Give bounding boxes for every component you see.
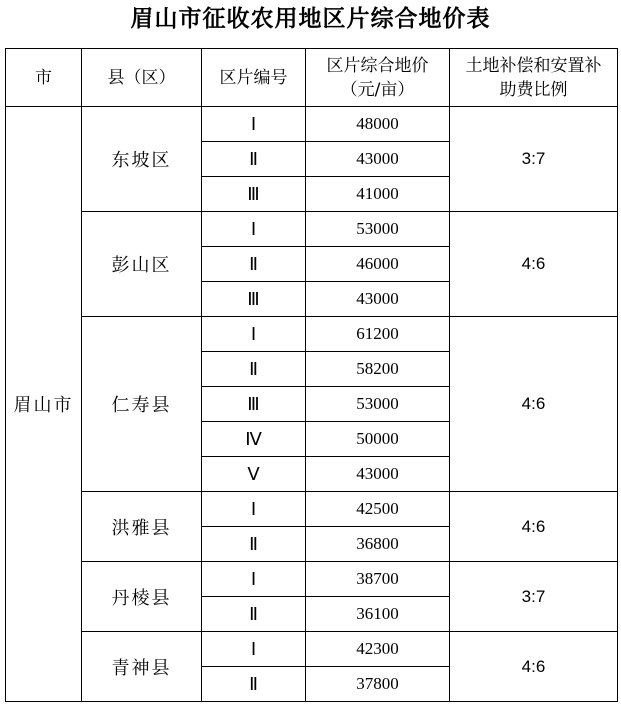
table-row	[6, 212, 618, 247]
zone-code-cell: Ⅰ	[202, 492, 306, 527]
ratio-cell: 4:6	[450, 317, 618, 492]
header-county: 县（区）	[82, 49, 202, 107]
table-row	[6, 632, 618, 667]
price-cell: 37800	[306, 667, 450, 702]
price-cell: 38700	[306, 562, 450, 597]
ratio-cell: 4:6	[450, 212, 618, 317]
county-cell: 彭山区	[82, 212, 202, 317]
ratio-cell: 4:6	[450, 492, 618, 562]
ratio-cell: 3:7	[450, 107, 618, 212]
land-price-table	[5, 48, 618, 702]
header-price	[306, 49, 450, 107]
price-cell: 46000	[306, 247, 450, 282]
table-body	[6, 107, 618, 702]
county-cell: 仁寿县	[82, 317, 202, 492]
price-cell: 43000	[306, 142, 450, 177]
zone-code-cell: Ⅰ	[202, 107, 306, 142]
header-ratio	[450, 49, 618, 107]
zone-code-cell: Ⅲ	[202, 282, 306, 317]
price-cell: 41000	[306, 177, 450, 212]
zone-code-cell: Ⅱ	[202, 142, 306, 177]
price-cell: 53000	[306, 387, 450, 422]
zone-code-cell: Ⅳ	[202, 422, 306, 457]
county-cell: 洪雅县	[82, 492, 202, 562]
header-city: 市	[6, 49, 82, 107]
zone-code-cell: Ⅱ	[202, 247, 306, 282]
table-row	[6, 562, 618, 597]
zone-code-cell: Ⅴ	[202, 457, 306, 492]
table-row	[6, 492, 618, 527]
price-cell: 36800	[306, 527, 450, 562]
price-cell: 36100	[306, 597, 450, 632]
price-cell: 53000	[306, 212, 450, 247]
ratio-cell: 4:6	[450, 632, 618, 702]
price-cell: 58200	[306, 352, 450, 387]
price-cell: 43000	[306, 282, 450, 317]
zone-code-cell: Ⅱ	[202, 597, 306, 632]
table-row	[6, 317, 618, 352]
zone-code-cell: Ⅰ	[202, 632, 306, 667]
table-row	[6, 107, 618, 142]
zone-code-cell: Ⅱ	[202, 667, 306, 702]
zone-code-cell: Ⅰ	[202, 212, 306, 247]
header-price-line1: 区片综合地价	[326, 55, 429, 76]
zone-code-cell: Ⅰ	[202, 317, 306, 352]
price-cell: 61200	[306, 317, 450, 352]
price-cell: 50000	[306, 422, 450, 457]
header-price-line2: （元/亩）	[340, 79, 415, 100]
header-ratio-line1: 土地补偿和安置补	[465, 55, 602, 76]
zone-code-cell: Ⅰ	[202, 562, 306, 597]
ratio-cell: 3:7	[450, 562, 618, 632]
zone-code-cell: Ⅱ	[202, 527, 306, 562]
page-title: 眉山市征收农用地区片综合地价表	[130, 5, 491, 32]
header-ratio-line2: 助费比例	[499, 79, 568, 100]
header-row	[6, 49, 618, 107]
city-cell: 眉山市	[6, 107, 82, 702]
price-cell: 48000	[306, 107, 450, 142]
zone-code-cell: Ⅲ	[202, 387, 306, 422]
zone-code-cell: Ⅲ	[202, 177, 306, 212]
header-zone: 区片编号	[202, 49, 306, 107]
price-cell: 42300	[306, 632, 450, 667]
county-cell: 东坡区	[82, 107, 202, 212]
county-cell: 青神县	[82, 632, 202, 702]
county-cell: 丹棱县	[82, 562, 202, 632]
price-cell: 43000	[306, 457, 450, 492]
price-cell: 42500	[306, 492, 450, 527]
zone-code-cell: Ⅱ	[202, 352, 306, 387]
